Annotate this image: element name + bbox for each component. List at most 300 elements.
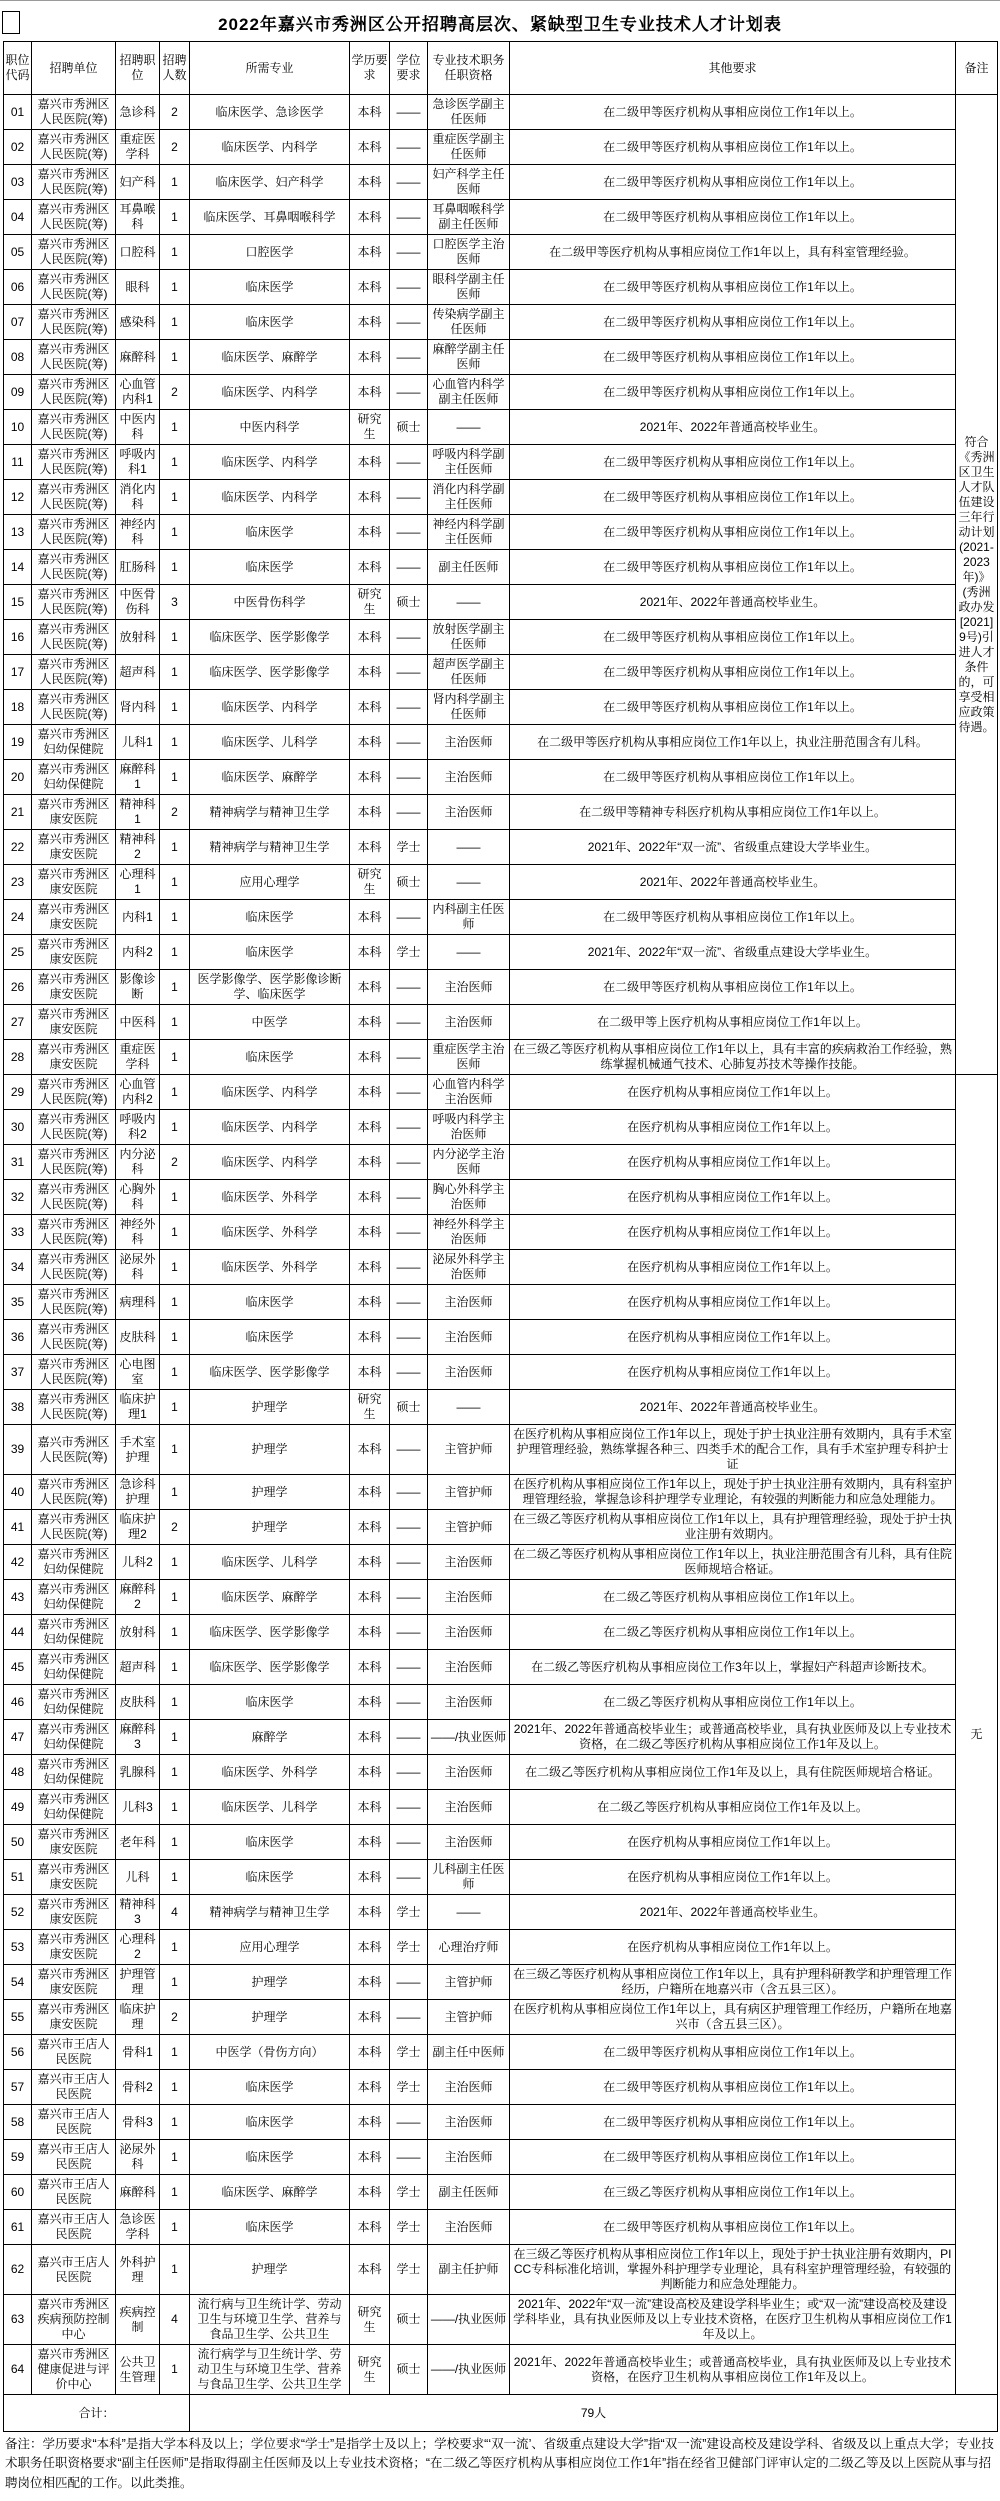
cell-headcount: 1 [160,935,190,970]
cell-headcount: 1 [160,1615,190,1650]
cell-recruiting-unit: 嘉兴市秀洲区人民医院(筹) [32,410,116,445]
table-row [4,1860,998,1895]
cell-headcount: 1 [160,2210,190,2245]
cell-required-major: 应用心理学 [190,865,350,900]
cell-position-title: 放射科 [116,1615,160,1650]
cell-position-code: 20 [4,760,32,795]
cell-position-title: 麻醉科1 [116,760,160,795]
cell-professional-qualification: —— [428,830,510,865]
cell-required-major: 应用心理学 [190,1930,350,1965]
cell-degree-requirement: —— [390,1075,428,1110]
cell-position-code: 59 [4,2140,32,2175]
table-row [4,655,998,690]
total-value: 79人 [190,2395,998,2432]
cell-position-code: 47 [4,1720,32,1755]
cell-position-title: 急诊科 [116,95,160,130]
cell-required-major: 护理学 [190,1475,350,1510]
cell-required-major: 临床医学、内科学 [190,1110,350,1145]
cell-other-requirements: 在二级甲等医疗机构从事相应岗位工作1年以上，具有科室管理经验。 [510,235,956,270]
cell-degree-requirement: —— [390,970,428,1005]
cell-education-requirement: 本科 [350,1965,390,2000]
cell-other-requirements: 2021年、2022年普通高校毕业生；或普通高校毕业，具有执业医师及以上专业技术资格，在二级乙等医疗机构从事相应岗位工作1年及以上。 [510,1720,956,1755]
cell-position-title: 口腔科 [116,235,160,270]
cell-position-title: 骨科3 [116,2105,160,2140]
table-body [4,95,998,2395]
cell-position-title: 心理科2 [116,1930,160,1965]
table-row [4,585,998,620]
cell-other-requirements: 2021年、2022年“双一流”、省级重点建设大学毕业生。 [510,830,956,865]
cell-headcount: 1 [160,1580,190,1615]
cell-required-major: 流行病与卫生统计学、劳动卫生与环境卫生学、营养与食品卫生学、公共卫生 [190,2295,350,2345]
table-row [4,1790,998,1825]
cell-degree-requirement: —— [390,1825,428,1860]
cell-education-requirement: 本科 [350,620,390,655]
cell-other-requirements: 在二级甲等医疗机构从事相应岗位工作1年以上。 [510,2070,956,2105]
table-row [4,795,998,830]
cell-recruiting-unit: 嘉兴市秀洲区人民医院(筹) [32,375,116,410]
cell-education-requirement: 本科 [350,1720,390,1755]
cell-position-code: 09 [4,375,32,410]
cell-headcount: 1 [160,1320,190,1355]
cell-position-title: 放射科 [116,620,160,655]
cell-education-requirement: 本科 [350,1145,390,1180]
table-row [4,1650,998,1685]
cell-position-code: 45 [4,1650,32,1685]
cell-position-code: 58 [4,2105,32,2140]
cell-position-title: 中医科 [116,1005,160,1040]
cell-required-major: 临床医学、内科学 [190,480,350,515]
cell-education-requirement: 本科 [350,515,390,550]
cell-professional-qualification: 主治医师 [428,2140,510,2175]
table-row [4,270,998,305]
column-header-6: 学位要求 [390,42,428,95]
table-row [4,690,998,725]
cell-headcount: 1 [160,2175,190,2210]
cell-professional-qualification: 心血管内科学主治医师 [428,1075,510,1110]
cell-education-requirement: 本科 [350,1355,390,1390]
cell-position-code: 41 [4,1510,32,1545]
cell-degree-requirement: 硕士 [390,410,428,445]
cell-headcount: 1 [160,165,190,200]
cell-recruiting-unit: 嘉兴市秀洲区康安医院 [32,1895,116,1930]
cell-position-code: 43 [4,1580,32,1615]
cell-education-requirement: 本科 [350,95,390,130]
cell-required-major: 临床医学 [190,1285,350,1320]
cell-required-major: 精神病学与精神卫生学 [190,1895,350,1930]
cell-degree-requirement: —— [390,2105,428,2140]
cell-degree-requirement: —— [390,480,428,515]
cell-position-code: 04 [4,200,32,235]
cell-recruiting-unit: 嘉兴市秀洲区健康促进与评价中心 [32,2345,116,2395]
table-row [4,2295,998,2345]
table-row [4,1755,998,1790]
table-row [4,1510,998,1545]
cell-required-major: 中医学（骨伤方向） [190,2035,350,2070]
cell-headcount: 1 [160,1110,190,1145]
cell-other-requirements: 在医疗机构从事相应岗位工作1年以上。 [510,1355,956,1390]
cell-position-code: 19 [4,725,32,760]
cell-degree-requirement: —— [390,1250,428,1285]
cell-recruiting-unit: 嘉兴市秀洲区康安医院 [32,2000,116,2035]
cell-headcount: 2 [160,95,190,130]
cell-degree-requirement: —— [390,1545,428,1580]
cell-recruiting-unit: 嘉兴市秀洲区人民医院(筹) [32,1475,116,1510]
cell-professional-qualification: 心理治疗师 [428,1930,510,1965]
cell-degree-requirement: 学士 [390,830,428,865]
cell-recruiting-unit: 嘉兴市秀洲区康安医院 [32,900,116,935]
cell-degree-requirement: —— [390,690,428,725]
cell-other-requirements: 2021年、2022年普通高校毕业生。 [510,1390,956,1425]
cell-degree-requirement: —— [390,2000,428,2035]
cell-required-major: 临床医学、医学影像学 [190,620,350,655]
cell-position-title: 眼科 [116,270,160,305]
cell-education-requirement: 本科 [350,1110,390,1145]
cell-position-code: 10 [4,410,32,445]
cell-professional-qualification: 儿科副主任医师 [428,1860,510,1895]
table-row [4,935,998,970]
cell-required-major: 护理学 [190,1965,350,2000]
cell-required-major: 临床医学、内科学 [190,1075,350,1110]
cell-recruiting-unit: 嘉兴市秀洲区人民医院(筹) [32,1425,116,1475]
table-row [4,375,998,410]
cell-recruiting-unit: 嘉兴市秀洲区康安医院 [32,935,116,970]
cell-recruiting-unit: 嘉兴市秀洲区妇幼保健院 [32,1720,116,1755]
cell-required-major: 护理学 [190,1425,350,1475]
cell-degree-requirement: —— [390,130,428,165]
cell-headcount: 3 [160,585,190,620]
cell-position-title: 内科2 [116,935,160,970]
column-header-5: 学历要求 [350,42,390,95]
cell-education-requirement: 本科 [350,900,390,935]
cell-education-requirement: 本科 [350,130,390,165]
cell-other-requirements: 在二级甲等医疗机构从事相应岗位工作1年以上。 [510,760,956,795]
cell-other-requirements: 2021年、2022年“双一流”、省级重点建设大学毕业生。 [510,935,956,970]
cell-required-major: 临床医学 [190,550,350,585]
cell-professional-qualification: 内科副主任医师 [428,900,510,935]
table-row [4,2175,998,2210]
cell-professional-qualification: 放射医学副主任医师 [428,620,510,655]
table-row [4,620,998,655]
cell-degree-requirement: 硕士 [390,1390,428,1425]
cell-position-code: 24 [4,900,32,935]
cell-degree-requirement: —— [390,760,428,795]
table-row [4,725,998,760]
cell-education-requirement: 本科 [350,2105,390,2140]
cell-other-requirements: 在三级乙等医疗机构从事相应岗位工作1年以上。 [510,2175,956,2210]
table-header [4,42,998,95]
cell-headcount: 1 [160,2105,190,2140]
cell-recruiting-unit: 嘉兴市秀洲区人民医院(筹) [32,1510,116,1545]
cell-position-title: 精神科1 [116,795,160,830]
table-row [4,305,998,340]
cell-recruiting-unit: 嘉兴市秀洲区康安医院 [32,1965,116,2000]
cell-headcount: 1 [160,620,190,655]
cell-other-requirements: 在二级甲等医疗机构从事相应岗位工作1年以上。 [510,165,956,200]
cell-degree-requirement: —— [390,1755,428,1790]
cell-position-title: 超声科 [116,1650,160,1685]
cell-headcount: 1 [160,2070,190,2105]
cell-professional-qualification: 神经内科学副主任医师 [428,515,510,550]
cell-position-title: 中医内科 [116,410,160,445]
cell-recruiting-unit: 嘉兴市秀洲区人民医院(筹) [32,1390,116,1425]
cell-required-major: 医学影像学、医学影像诊断学、临床医学 [190,970,350,1005]
cell-required-major: 临床医学、内科学 [190,375,350,410]
cell-position-title: 病理科 [116,1285,160,1320]
cell-professional-qualification: 泌尿外科学主治医师 [428,1250,510,1285]
cell-education-requirement: 本科 [350,200,390,235]
table-row [4,900,998,935]
cell-required-major: 临床医学、麻醉学 [190,340,350,375]
cell-other-requirements: 在二级甲等医疗机构从事相应岗位工作1年以上。 [510,970,956,1005]
cell-required-major: 护理学 [190,2000,350,2035]
cell-headcount: 1 [160,1390,190,1425]
cell-degree-requirement: 学士 [390,2035,428,2070]
cell-required-major: 临床医学、内科学 [190,690,350,725]
cell-headcount: 1 [160,760,190,795]
cell-position-code: 14 [4,550,32,585]
cell-other-requirements: 在三级乙等医疗机构从事相应岗位工作1年以上，具有护理管理经验，现处于护士执业注册有效期内。 [510,1510,956,1545]
cell-position-title: 超声科 [116,655,160,690]
cell-position-code: 02 [4,130,32,165]
cell-position-code: 23 [4,865,32,900]
cell-recruiting-unit: 嘉兴市王店人民医院 [32,2105,116,2140]
cell-degree-requirement: 学士 [390,2245,428,2295]
cell-position-code: 62 [4,2245,32,2295]
cell-headcount: 1 [160,1755,190,1790]
cell-position-title: 心胸外科 [116,1180,160,1215]
cell-other-requirements: 在医疗机构从事相应岗位工作1年以上。 [510,1250,956,1285]
cell-other-requirements: 在二级乙等医疗机构从事相应岗位工作1年以上。 [510,1580,956,1615]
cell-position-code: 26 [4,970,32,1005]
cell-position-code: 17 [4,655,32,690]
cell-professional-qualification: 主治医师 [428,1285,510,1320]
cell-other-requirements: 在二级甲等医疗机构从事相应岗位工作1年以上。 [510,2035,956,2070]
cell-other-requirements: 在二级甲等医疗机构从事相应岗位工作1年以上。 [510,305,956,340]
cell-headcount: 1 [160,235,190,270]
table-row [4,760,998,795]
cell-education-requirement: 本科 [350,2245,390,2295]
cell-remark: 无 [956,1075,998,2395]
cell-position-title: 精神科3 [116,1895,160,1930]
cell-headcount: 1 [160,1475,190,1510]
cell-recruiting-unit: 嘉兴市秀洲区康安医院 [32,1930,116,1965]
cell-recruiting-unit: 嘉兴市秀洲区妇幼保健院 [32,1545,116,1580]
cell-position-code: 34 [4,1250,32,1285]
cell-required-major: 中医学 [190,1005,350,1040]
cell-education-requirement: 本科 [350,690,390,725]
cell-other-requirements: 在二级乙等医疗机构从事相应岗位工作1年以上。 [510,1615,956,1650]
cell-headcount: 1 [160,1075,190,1110]
cell-degree-requirement: —— [390,1615,428,1650]
cell-education-requirement: 本科 [350,1615,390,1650]
cell-required-major: 精神病学与精神卫生学 [190,795,350,830]
column-header-4: 所需专业 [190,42,350,95]
cell-education-requirement: 本科 [350,235,390,270]
cell-position-title: 急诊科护理 [116,1475,160,1510]
cell-required-major: 临床医学 [190,515,350,550]
cell-education-requirement: 本科 [350,1860,390,1895]
cell-degree-requirement: —— [390,1355,428,1390]
cell-headcount: 1 [160,515,190,550]
cell-recruiting-unit: 嘉兴市秀洲区妇幼保健院 [32,1650,116,1685]
cell-other-requirements: 在医疗机构从事相应岗位工作1年以上。 [510,1215,956,1250]
cell-other-requirements: 在二级乙等医疗机构从事相应岗位工作1年及以上。 [510,1790,956,1825]
table-row [4,1005,998,1040]
cell-degree-requirement: 学士 [390,2070,428,2105]
cell-headcount: 1 [160,1965,190,2000]
cell-position-title: 重症医学科 [116,130,160,165]
column-header-3: 招聘人数 [160,42,190,95]
cell-headcount: 1 [160,1545,190,1580]
cell-position-code: 03 [4,165,32,200]
cell-required-major: 口腔医学 [190,235,350,270]
cell-headcount: 1 [160,1040,190,1075]
cell-recruiting-unit: 嘉兴市秀洲区人民医院(筹) [32,130,116,165]
cell-required-major: 临床医学、麻醉学 [190,1580,350,1615]
cell-required-major: 临床医学、医学影像学 [190,1355,350,1390]
cell-professional-qualification: 主治医师 [428,1580,510,1615]
cell-other-requirements: 在医疗机构从事相应岗位工作1年以上。 [510,1930,956,1965]
cell-position-code: 52 [4,1895,32,1930]
cell-other-requirements: 在二级甲等医疗机构从事相应岗位工作1年以上。 [510,270,956,305]
cell-position-title: 麻醉科 [116,2175,160,2210]
table-row [4,1180,998,1215]
cell-degree-requirement: —— [390,725,428,760]
cell-position-code: 53 [4,1930,32,1965]
cell-professional-qualification: 主治医师 [428,1790,510,1825]
cell-education-requirement: 本科 [350,725,390,760]
cell-position-title: 泌尿外科 [116,2140,160,2175]
cell-other-requirements: 在二级甲等医疗机构从事相应岗位工作1年以上，执业注册范围含有儿科。 [510,725,956,760]
cell-education-requirement: 本科 [350,1545,390,1580]
cell-position-code: 33 [4,1215,32,1250]
cell-education-requirement: 研究生 [350,865,390,900]
cell-headcount: 1 [160,1825,190,1860]
cell-required-major: 临床医学、耳鼻咽喉科学 [190,200,350,235]
cell-other-requirements: 在二级甲等医疗机构从事相应岗位工作1年以上。 [510,480,956,515]
cell-education-requirement: 本科 [350,2070,390,2105]
table-row [4,130,998,165]
cell-recruiting-unit: 嘉兴市秀洲区妇幼保健院 [32,1685,116,1720]
cell-required-major: 临床医学、内科学 [190,130,350,165]
total-label: 合计： [4,2395,190,2432]
cell-required-major: 临床医学 [190,2105,350,2140]
cell-recruiting-unit: 嘉兴市秀洲区疾病预防控制中心 [32,2295,116,2345]
cell-education-requirement: 本科 [350,1580,390,1615]
cell-position-code: 07 [4,305,32,340]
table-row [4,1355,998,1390]
cell-recruiting-unit: 嘉兴市秀洲区人民医院(筹) [32,1075,116,1110]
cell-recruiting-unit: 嘉兴市秀洲区人民医院(筹) [32,165,116,200]
cell-headcount: 2 [160,1145,190,1180]
cell-position-title: 手术室护理 [116,1425,160,1475]
cell-required-major: 临床医学 [190,305,350,340]
table-row [4,1930,998,1965]
table-row [4,1285,998,1320]
cell-position-title: 护理管理 [116,1965,160,2000]
cell-headcount: 1 [160,1790,190,1825]
cell-headcount: 1 [160,2035,190,2070]
cell-recruiting-unit: 嘉兴市王店人民医院 [32,2140,116,2175]
cell-headcount: 2 [160,2000,190,2035]
cell-position-title: 心血管内科2 [116,1075,160,1110]
cell-position-title: 急诊医学科 [116,2210,160,2245]
cell-other-requirements: 在二级甲等医疗机构从事相应岗位工作1年以上。 [510,340,956,375]
cell-position-code: 30 [4,1110,32,1145]
cell-professional-qualification: 副主任医师 [428,550,510,585]
cell-professional-qualification: 主管护师 [428,2000,510,2035]
cell-other-requirements: 在二级甲等上医疗机构从事相应岗位工作1年以上。 [510,1005,956,1040]
cell-required-major: 临床医学、内科学 [190,445,350,480]
cell-education-requirement: 本科 [350,1650,390,1685]
cell-headcount: 1 [160,305,190,340]
cell-professional-qualification: 超声医学副主任医师 [428,655,510,690]
cell-degree-requirement: 学士 [390,1895,428,1930]
cell-required-major: 临床医学、麻醉学 [190,2175,350,2210]
cell-other-requirements: 在二级乙等医疗机构从事相应岗位工作3年以上，掌握妇产科超声诊断技术。 [510,1650,956,1685]
cell-professional-qualification: —— [428,410,510,445]
cell-degree-requirement: —— [390,1285,428,1320]
cell-headcount: 1 [160,2345,190,2395]
cell-other-requirements: 在二级乙等医疗机构从事相应岗位工作1年以上。 [510,1685,956,1720]
cell-position-title: 呼吸内科2 [116,1110,160,1145]
cell-position-code: 63 [4,2295,32,2345]
cell-headcount: 1 [160,1860,190,1895]
cell-degree-requirement: —— [390,1510,428,1545]
table-row [4,515,998,550]
table-row [4,1425,998,1475]
cell-education-requirement: 本科 [350,375,390,410]
cell-education-requirement: 本科 [350,760,390,795]
cell-required-major: 临床医学、麻醉学 [190,760,350,795]
cell-professional-qualification: 主治医师 [428,1005,510,1040]
table-row [4,410,998,445]
table-row [4,1580,998,1615]
cell-position-code: 15 [4,585,32,620]
cell-other-requirements: 在医疗机构从事相应岗位工作1年以上。 [510,1075,956,1110]
table-row [4,1390,998,1425]
cell-professional-qualification: 主治医师 [428,970,510,1005]
cell-professional-qualification: 副主任中医师 [428,2035,510,2070]
column-header-2: 招聘职位 [116,42,160,95]
cell-education-requirement: 本科 [350,830,390,865]
cell-required-major: 临床医学、医学影像学 [190,655,350,690]
cell-professional-qualification: 主治医师 [428,1650,510,1685]
cell-position-title: 麻醉科 [116,340,160,375]
table-row [4,1215,998,1250]
cell-headcount: 1 [160,1930,190,1965]
cell-position-code: 05 [4,235,32,270]
footnote: 备注：学历要求“本科”是指大学本科及以上；学位要求“学士”是指学士及以上；学校要求“‘双一流’、省级重点建设大学”指“双一流”建设高校及建设学科、省级及以上重点大学；专业技术职务任职资格要求“副主任医师”是指取得副主任医师及以上专业技术资格；“在二级乙等医疗机构从事相应岗位工作1年”指在经省卫健部门评审认定的二级乙等及以上医院从事与招聘岗位相匹配的工作。以此类推。 [5,2437,994,2490]
cell-education-requirement: 本科 [350,270,390,305]
header-row [4,42,998,95]
cell-degree-requirement: 硕士 [390,865,428,900]
cell-required-major: 临床医学 [190,2140,350,2175]
cell-education-requirement: 本科 [350,1075,390,1110]
cell-recruiting-unit: 嘉兴市秀洲区人民医院(筹) [32,200,116,235]
cell-degree-requirement: —— [390,515,428,550]
cell-position-title: 麻醉科3 [116,1720,160,1755]
cell-position-code: 49 [4,1790,32,1825]
cell-professional-qualification: 主治医师 [428,2070,510,2105]
cell-position-title: 疾病控制 [116,2295,160,2345]
cell-recruiting-unit: 嘉兴市秀洲区人民医院(筹) [32,1250,116,1285]
cell-required-major: 临床医学、急诊医学 [190,95,350,130]
corner-box [2,11,20,34]
cell-degree-requirement: —— [390,550,428,585]
cell-other-requirements: 在二级甲等医疗机构从事相应岗位工作1年以上。 [510,95,956,130]
cell-required-major: 精神病学与精神卫生学 [190,830,350,865]
